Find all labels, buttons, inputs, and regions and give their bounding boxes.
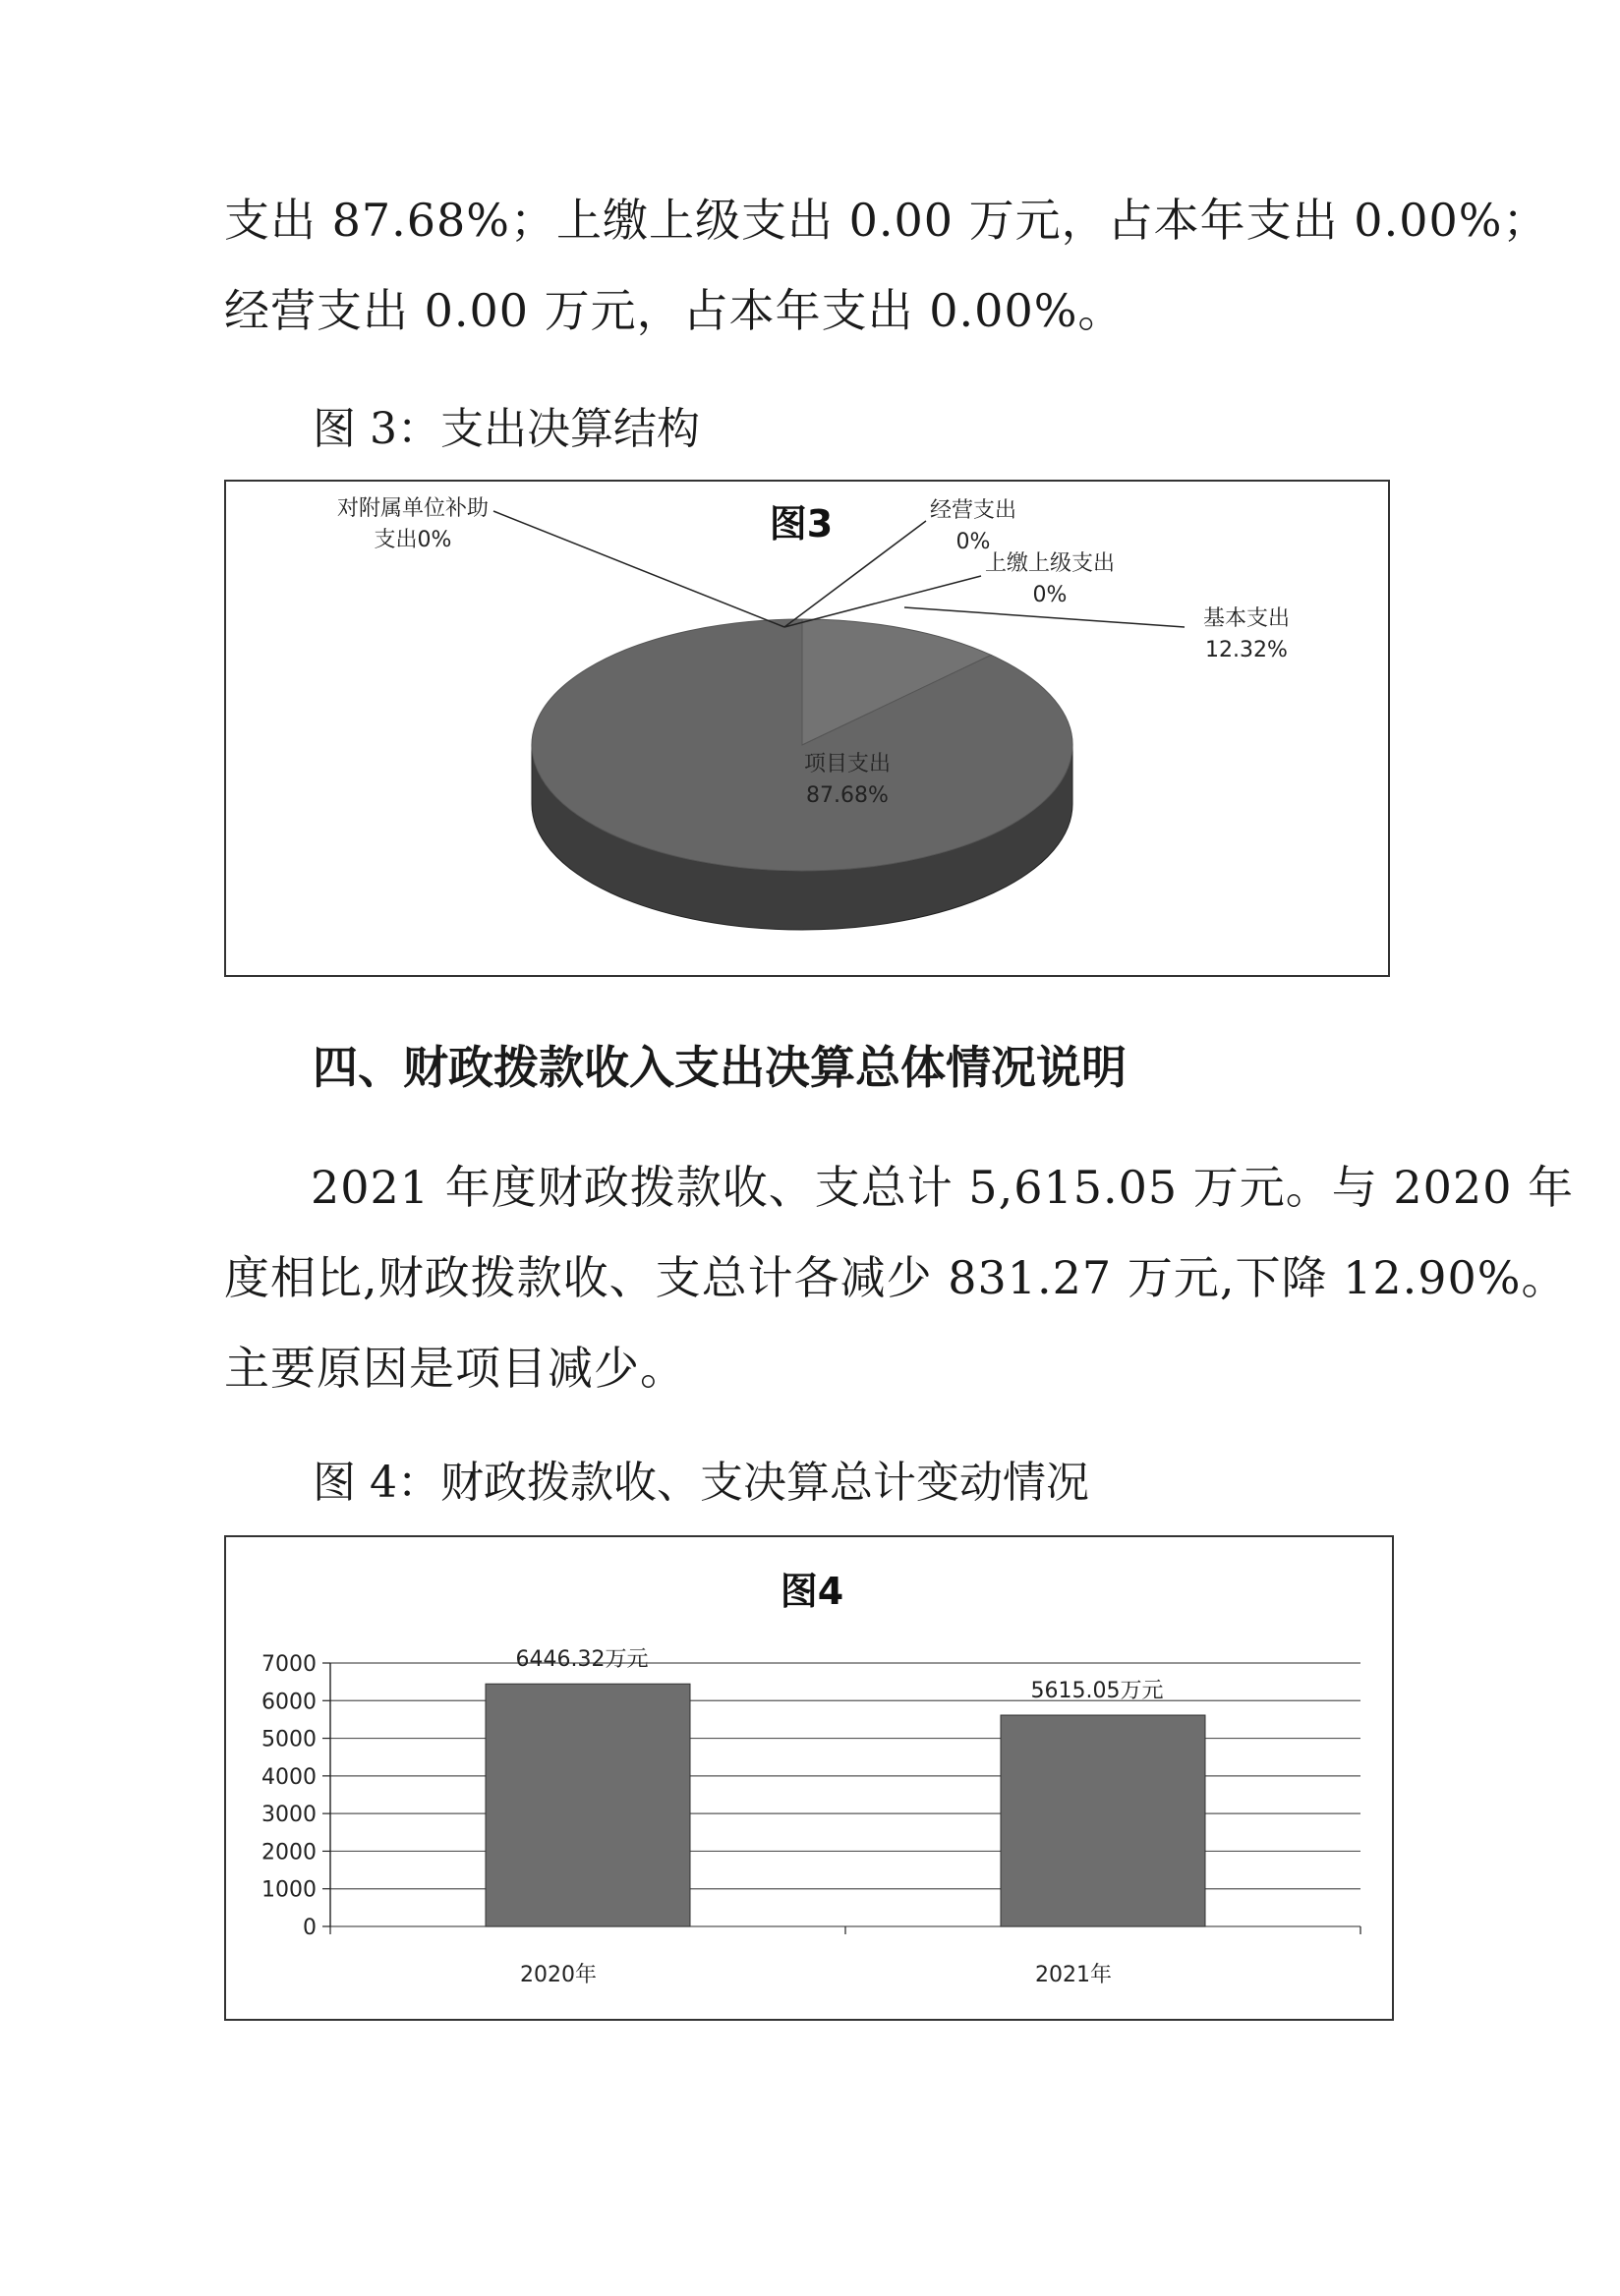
figure3-pie-chart — [224, 480, 1390, 977]
x-tick-label: 2020年 — [520, 1963, 597, 1987]
pie-label: 0% — [955, 530, 991, 554]
pie-label: 基本支出 — [1202, 606, 1291, 631]
pie-label: 87.68% — [806, 783, 889, 808]
y-tick-label: 5000 — [261, 1727, 317, 1752]
pie-label: 上缴上级支出 — [984, 551, 1116, 576]
y-tick-label: 2000 — [261, 1840, 317, 1866]
pie-label: 项目支出 — [803, 752, 892, 776]
y-tick-label: 1000 — [261, 1877, 317, 1903]
pie-label: 12.32% — [1205, 638, 1288, 662]
bar — [1001, 1715, 1205, 1926]
figure4-caption: 图 4：财政拨款收、支决算总计变动情况 — [313, 1458, 1089, 1508]
figure4-bar-chart — [224, 1535, 1394, 2021]
pie-leader-line — [493, 511, 784, 627]
pie-leader-line — [904, 607, 1185, 627]
bar-chart-svg — [226, 1537, 1392, 2019]
paragraph-expense-structure — [224, 175, 1549, 356]
y-tick-label: 4000 — [261, 1764, 317, 1790]
y-tick-label: 6000 — [261, 1690, 317, 1715]
paragraph-line: 主要原因是项目减少。 — [224, 1342, 686, 1395]
paragraph-fiscal-appropriation — [224, 1142, 1575, 1413]
x-tick-label: 2021年 — [1035, 1963, 1112, 1987]
section-heading: 四、财政拨款收入支出决算总体情况说明 — [313, 1041, 1127, 1094]
paragraph-line: 经营支出 0.00 万元，占本年支出 0.00%。 — [224, 284, 1125, 337]
figure3-caption: 图 3：支出决算结构 — [313, 404, 700, 454]
pie-label: 0% — [1032, 583, 1068, 607]
paragraph-line: 度相比,财政拨款收、支总计各减少 831.27 万元,下降 12.90%。 — [224, 1251, 1568, 1304]
y-tick-label: 0 — [303, 1916, 317, 1940]
y-tick-label: 7000 — [261, 1652, 317, 1677]
chart-title: 图4 — [780, 1570, 844, 1613]
bar-data-label: 6446.32万元 — [515, 1647, 649, 1673]
bar — [486, 1684, 690, 1926]
pie-slice — [532, 619, 1072, 871]
paragraph-line: 2021 年度财政拨款收、支总计 5,615.05 万元。与 2020 年 — [311, 1161, 1575, 1214]
bars — [486, 1647, 1205, 1987]
paragraph-line: 支出 87.68%；上缴上级支出 0.00 万元，占本年支出 0.00%； — [224, 194, 1549, 247]
pie-leader-line — [784, 576, 981, 627]
pie-label: 对附属单位补助 — [336, 496, 490, 521]
pie-label: 经营支出 — [929, 498, 1017, 523]
pie-body — [532, 619, 1072, 930]
pie-chart-svg — [226, 482, 1388, 975]
pie-label: 支出0% — [374, 528, 452, 552]
chart-title: 图3 — [769, 502, 834, 545]
y-tick-label: 3000 — [261, 1803, 317, 1828]
bar-data-label: 5615.05万元 — [1030, 1679, 1164, 1704]
